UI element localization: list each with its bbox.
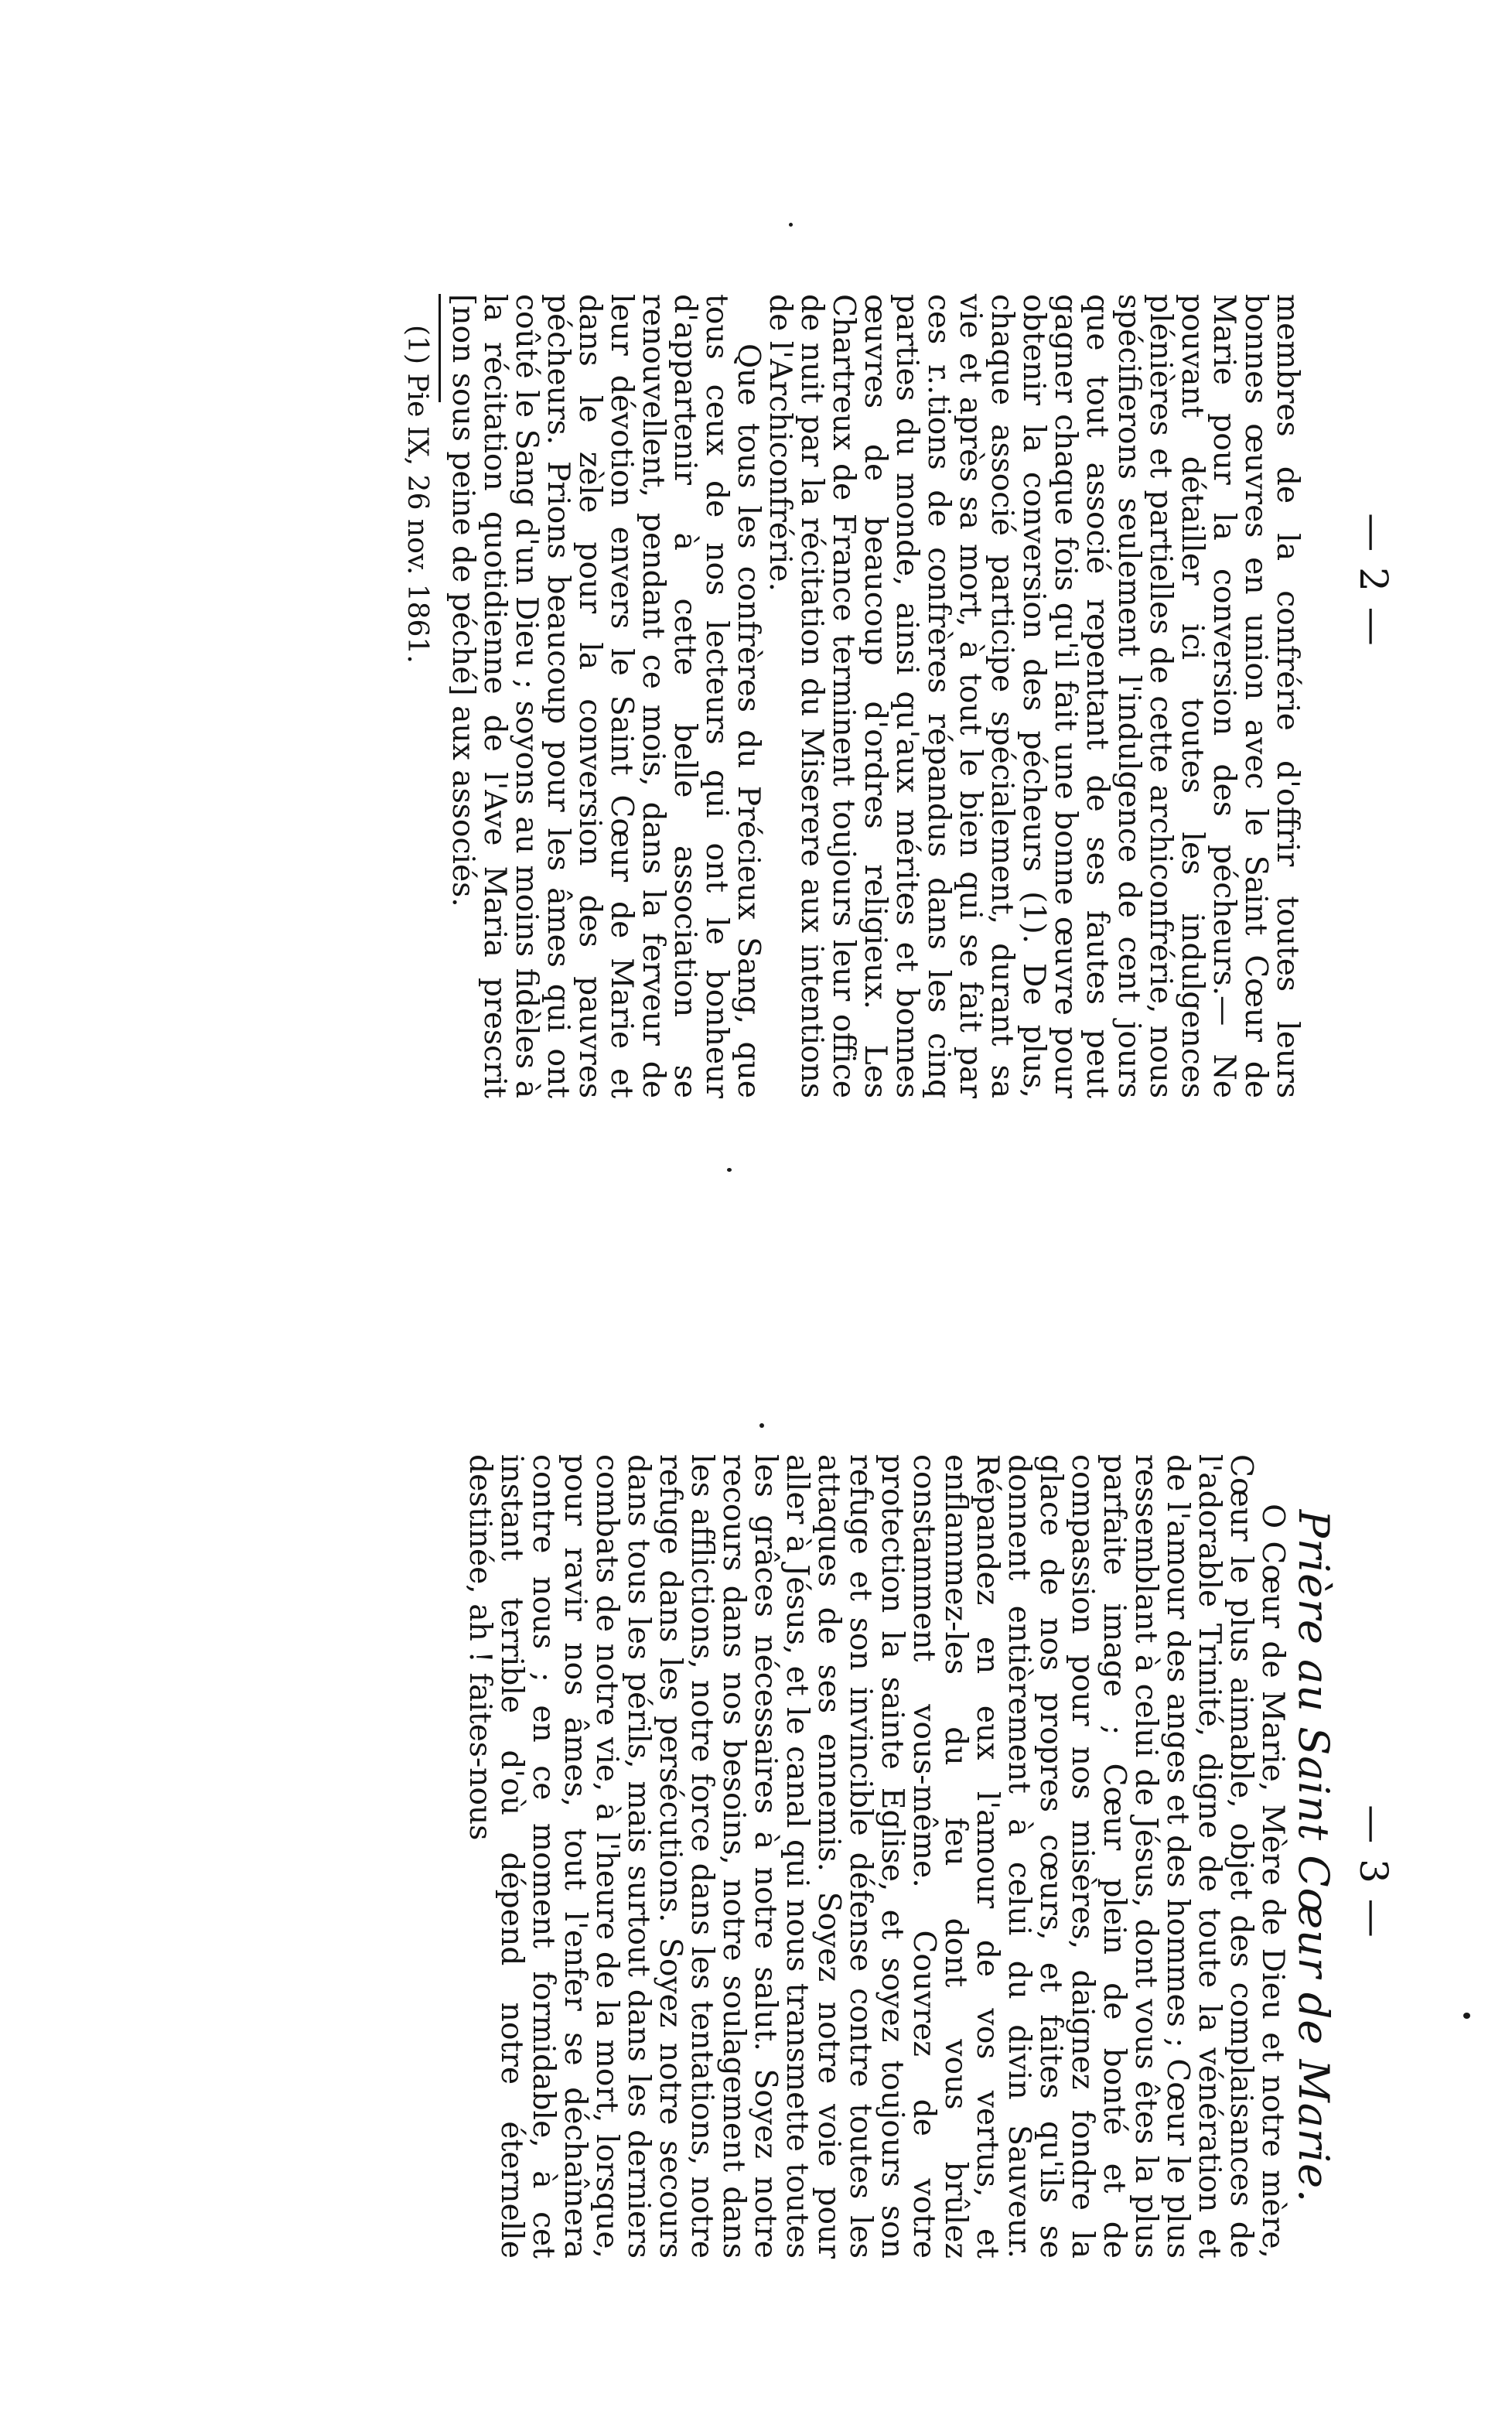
- page-number: — 2 —: [1351, 513, 1396, 647]
- paragraph: membres de la confrérie d'offrir toutes leurs bonnes œuvres en union avec le Saint Cœur de Marie pour la conversion des pécheurs.— Ne pouvant détailler ici toutes les indulgences plénières et partielles de cette archiconfrérie, nous spécifierons seulement l'indulgence de cent jours que tout associé repentant de ses fautes peut gagner chaque fois qu'il fait une bonne œuvre pour obtenir la conversion des pécheurs (1). De plus, chaque associé participe spécialement, durant sa vie et après sa mort, à tout le bien qui se fait par ces r..tions de confrères répandus dans les cinq parties du monde, ainsi qu'aux mérites et bonnes œuvres de beaucoup d'ordres religieux. Les Chartreux de France terminent toujours leur office de nuit par la récitation du Miserere aux intentions de l'Archiconfrérie.: [763, 294, 1305, 1098]
- right-text-block: [464, 1454, 1338, 2259]
- left-text-block: [401, 294, 1303, 1098]
- speck-mark: [727, 1168, 732, 1172]
- speck-mark: [1463, 2013, 1470, 2019]
- right-page: [0, 1145, 1512, 2259]
- left-page: [0, 0, 1512, 1098]
- footnote-rule: [439, 294, 441, 402]
- footnote: (1) Pie IX, 26 nov. 1861.: [401, 325, 433, 664]
- page-number: — 3 —: [1351, 1805, 1396, 1939]
- prayer-title: Prière au Saint Cœur de Marie.: [1289, 1509, 1338, 2204]
- speck-mark: [759, 1423, 764, 1428]
- speck-mark: [789, 223, 793, 227]
- paragraph: O Cœur de Marie, Mère de Dieu et notre mère, Cœur le plus aimable, objet des complaisances de l'adorable Trinité, digne de toute la vénération et de l'amour des anges et des hommes ; Cœur le plus ressemblant à celui de Jésus, dont vous êtes la plus parfaite image ; Cœur plein de bonté et de compassion pour nos misères, daignez fondre la glace de nos propres cœurs, et faites qu'ils se donnent entièrement à celui du divin Sauveur. Répandez en eux l'amour de vos vertus, et enflammez-les du feu dont vous brûlez constamment vous-même. Couvrez de votre protection la sainte Eglise, et soyez toujours son refuge et son invincible défense contre toutes les attaques de ses ennemis. Soyez notre voie pour aller à Jésus, et le canal qui nous transmette toutes les grâces nécessaires à notre salut. Soyez notre recours dans nos besoins, notre soulagement dans les afflictions, notre force dans les tentations, notre refuge dans les persécutions. Soyez notre secours dans tous les périls, mais surtout dans les derniers combats de notre vie, à l'heure de la mort, lorsque, pour ravir nos âmes, tout l'enfer se déchaînera contre nous ; en ce moment formidable, à cet instant terrible d'où dépend notre éternelle destinée, ah ! faites-nous: [462, 1454, 1290, 2259]
- paragraph: Que tous les confrères du Précieux Sang, que tous ceux de nos lecteurs qui ont le bonheur d'appartenir à cette belle association se renouvellent, pendant ce mois, dans la ferveur de leur dévotion envers le Saint Cœur de Marie et dans le zèle pour la conversion des pauvres pécheurs. Prions beaucoup pour les âmes qui ont coûté le Sang d'un Dieu ; soyons au moins fidèles à la récitation quotidienne de l'Ave Maria prescrit [non sous peine de péché] aux associés.: [445, 294, 766, 1098]
